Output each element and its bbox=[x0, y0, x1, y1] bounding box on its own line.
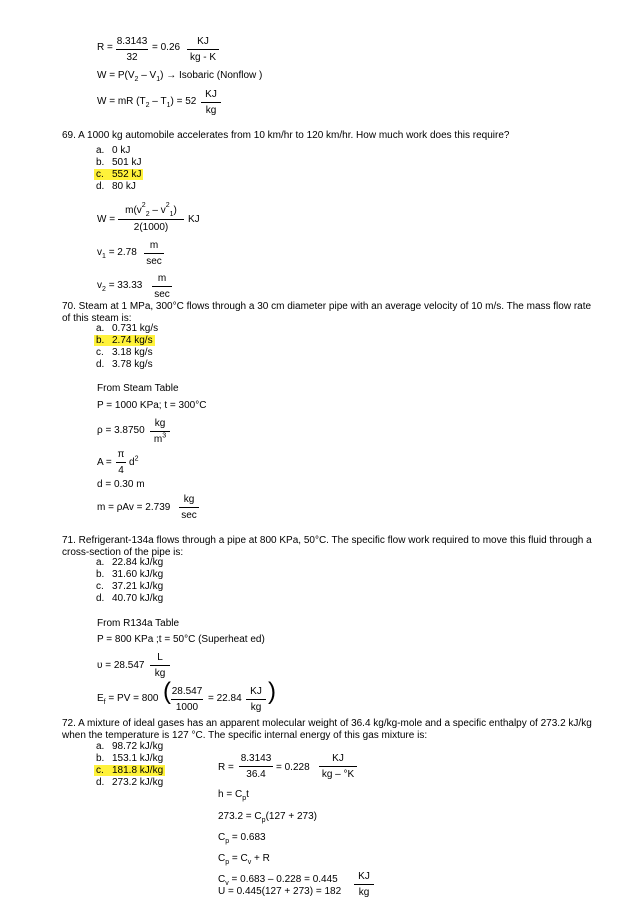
r-unit-den: kg – °K bbox=[321, 769, 355, 780]
fraction-bar bbox=[152, 286, 172, 287]
fraction-bar bbox=[116, 462, 126, 463]
right-paren: ) bbox=[268, 678, 276, 705]
u-unit-den: kg bbox=[358, 887, 370, 898]
fraction-bar bbox=[187, 49, 219, 50]
option-c: c. 37.21 kJ/kg bbox=[96, 581, 164, 592]
fraction-bar bbox=[246, 699, 266, 700]
r-lhs: R = bbox=[218, 762, 234, 773]
u-unit-num: KJ bbox=[358, 871, 370, 882]
option-b: b. 501 kJ bbox=[96, 157, 142, 168]
fraction-bar bbox=[179, 507, 199, 508]
w-unit: KJ bbox=[188, 214, 200, 225]
v2-line: $v_2 = 33.33$ bbox=[97, 280, 143, 293]
w-denominator: 2(1000) bbox=[133, 222, 169, 233]
option-d: d. 80 kJ bbox=[96, 181, 136, 192]
fraction-bar bbox=[171, 699, 203, 700]
r-denominator: 36.4 bbox=[246, 769, 266, 780]
w-lhs: W = bbox=[97, 214, 116, 225]
diameter-line: d = 0.30 m bbox=[97, 479, 145, 490]
v1-line: $v_1 = 2.78$ bbox=[97, 247, 137, 260]
fraction-bar bbox=[116, 49, 148, 50]
area-den: 4 bbox=[118, 465, 124, 476]
question-text: 69. A 1000 kg automobile accelerates from 10 km/hr to 120 km/hr. How much work does this require? bbox=[62, 130, 510, 141]
enthalpy-line: $h = C_pt$ bbox=[218, 789, 249, 802]
fraction-bar bbox=[201, 102, 221, 103]
flow-work-line: $E_f$ = PV = 800 bbox=[97, 693, 159, 706]
v2-unit-num: m bbox=[157, 273, 167, 284]
specific-volume-line: υ = 28.547 bbox=[97, 660, 145, 671]
option-c-highlighted: c. 181.8 kJ/kg bbox=[96, 765, 164, 776]
r-lhs: R = bbox=[97, 42, 113, 53]
rho-unit-num: kg bbox=[154, 418, 166, 429]
v-unit-num: L bbox=[157, 652, 163, 663]
ef-denominator: 1000 bbox=[175, 702, 199, 713]
cp-line: $C_p = 0.683$ bbox=[218, 832, 266, 845]
cp-cv-line: $C_p = C_v + R$ bbox=[218, 853, 270, 866]
option-d: d. 273.2 kJ/kg bbox=[96, 777, 164, 788]
option-b-highlighted: b. 2.74 kg/s bbox=[96, 335, 153, 346]
w-mr-line: W = mR $(T_2 - T_1) = 52$ bbox=[97, 96, 197, 109]
v2-unit-den: sec bbox=[154, 289, 170, 300]
fraction-bar bbox=[150, 431, 170, 432]
area-lhs: A = bbox=[97, 457, 112, 468]
w-isobaric-line: $W = P(V_2 - V_1)$ → Isobaric (Nonflow ) bbox=[97, 70, 263, 83]
mass-unit-den: sec bbox=[181, 510, 197, 521]
option-c: c. 3.18 kg/s bbox=[96, 347, 153, 358]
r-numerator: 8.3143 bbox=[116, 36, 148, 47]
pressure-temp-line: P = 1000 KPa; t = 300°C bbox=[97, 400, 207, 411]
fraction-bar bbox=[239, 766, 273, 767]
w-numerator: $m(v^2_2 - v^2_1)$ bbox=[125, 201, 177, 218]
r-unit-num: KJ bbox=[197, 36, 209, 47]
r-value: = 0.228 bbox=[276, 762, 310, 773]
r-unit-num: KJ bbox=[332, 753, 344, 764]
option-d: d. 40.70 kJ/kg bbox=[96, 593, 164, 604]
fraction-bar bbox=[144, 253, 164, 254]
fraction-bar bbox=[319, 766, 357, 767]
r-value: = 0.26 bbox=[152, 42, 181, 53]
r-numerator: 8.3143 bbox=[240, 753, 272, 764]
r134a-table-label: From R134a Table bbox=[97, 618, 180, 629]
left-paren: ( bbox=[163, 678, 171, 705]
v1-unit-den: sec bbox=[146, 256, 162, 267]
question-text: 70. Steam at 1 MPa, 300°C flows through a 30 cm diameter pipe with an average velocity of 10 m/s. The mass flow rate of this steam is: bbox=[62, 301, 592, 324]
option-a: a. 98.72 kJ/kg bbox=[96, 741, 164, 752]
option-b: b. 31.60 kJ/kg bbox=[96, 569, 164, 580]
ef-unit-den: kg bbox=[250, 702, 262, 713]
option-a: a. 0.731 kg/s bbox=[96, 323, 159, 334]
w-unit-num: KJ bbox=[205, 89, 217, 100]
internal-energy-line: U = 0.445(127 + 273) = 182 bbox=[218, 886, 342, 897]
question-text: 72. A mixture of ideal gases has an apparent molecular weight of 36.4 kg/kg-mole and a specific enthalpy of 273.2 kJ/kg when the temperature is 127 °C. The specific internal energy of this gas mixture is: bbox=[62, 718, 592, 741]
option-c-highlighted: c. 552 kJ bbox=[96, 169, 142, 180]
ef-value: = 22.84 bbox=[208, 693, 242, 704]
ef-unit-num: KJ bbox=[250, 686, 262, 697]
rho-unit-den: $m^3$ bbox=[153, 432, 167, 445]
cv-line: $C_v = 0.683 - 0.228 = 0.445$ bbox=[218, 874, 338, 887]
v-unit-den: kg bbox=[154, 668, 166, 679]
question-text: 71. Refrigerant-134a flows through a pipe at 800 KPa, 50°C. The specific flow work required to move this fluid through a cross-section of the pipe is: bbox=[62, 535, 592, 558]
mass-unit-num: kg bbox=[183, 494, 195, 505]
v1-unit-num: m bbox=[149, 240, 159, 251]
area-num: π bbox=[117, 449, 125, 460]
mass-flow-line: m = ρAv = 2.739 bbox=[97, 502, 171, 513]
option-a: a. 0 kJ bbox=[96, 145, 131, 156]
steam-table-label: From Steam Table bbox=[97, 383, 179, 394]
enthalpy-eq-line: $273.2 = C_p(127 + 273)$ bbox=[218, 811, 317, 824]
fraction-bar bbox=[150, 665, 170, 666]
fraction-bar bbox=[354, 884, 374, 885]
r-unit-den: kg - K bbox=[189, 52, 217, 63]
rho-line: ρ = 3.8750 bbox=[97, 425, 145, 436]
w-unit-den: kg bbox=[205, 105, 217, 116]
fraction-bar bbox=[118, 219, 184, 220]
ef-numerator: 28.547 bbox=[171, 686, 203, 697]
option-d: d. 3.78 kg/s bbox=[96, 359, 153, 370]
option-a: a. 22.84 kJ/kg bbox=[96, 557, 164, 568]
area-rhs: $d^2$ bbox=[129, 455, 139, 468]
r-denominator: 32 bbox=[126, 52, 138, 63]
option-b: b. 153.1 kJ/kg bbox=[96, 753, 164, 764]
pressure-temp-line: P = 800 KPa ;t = 50°C (Superheat ed) bbox=[97, 634, 265, 645]
